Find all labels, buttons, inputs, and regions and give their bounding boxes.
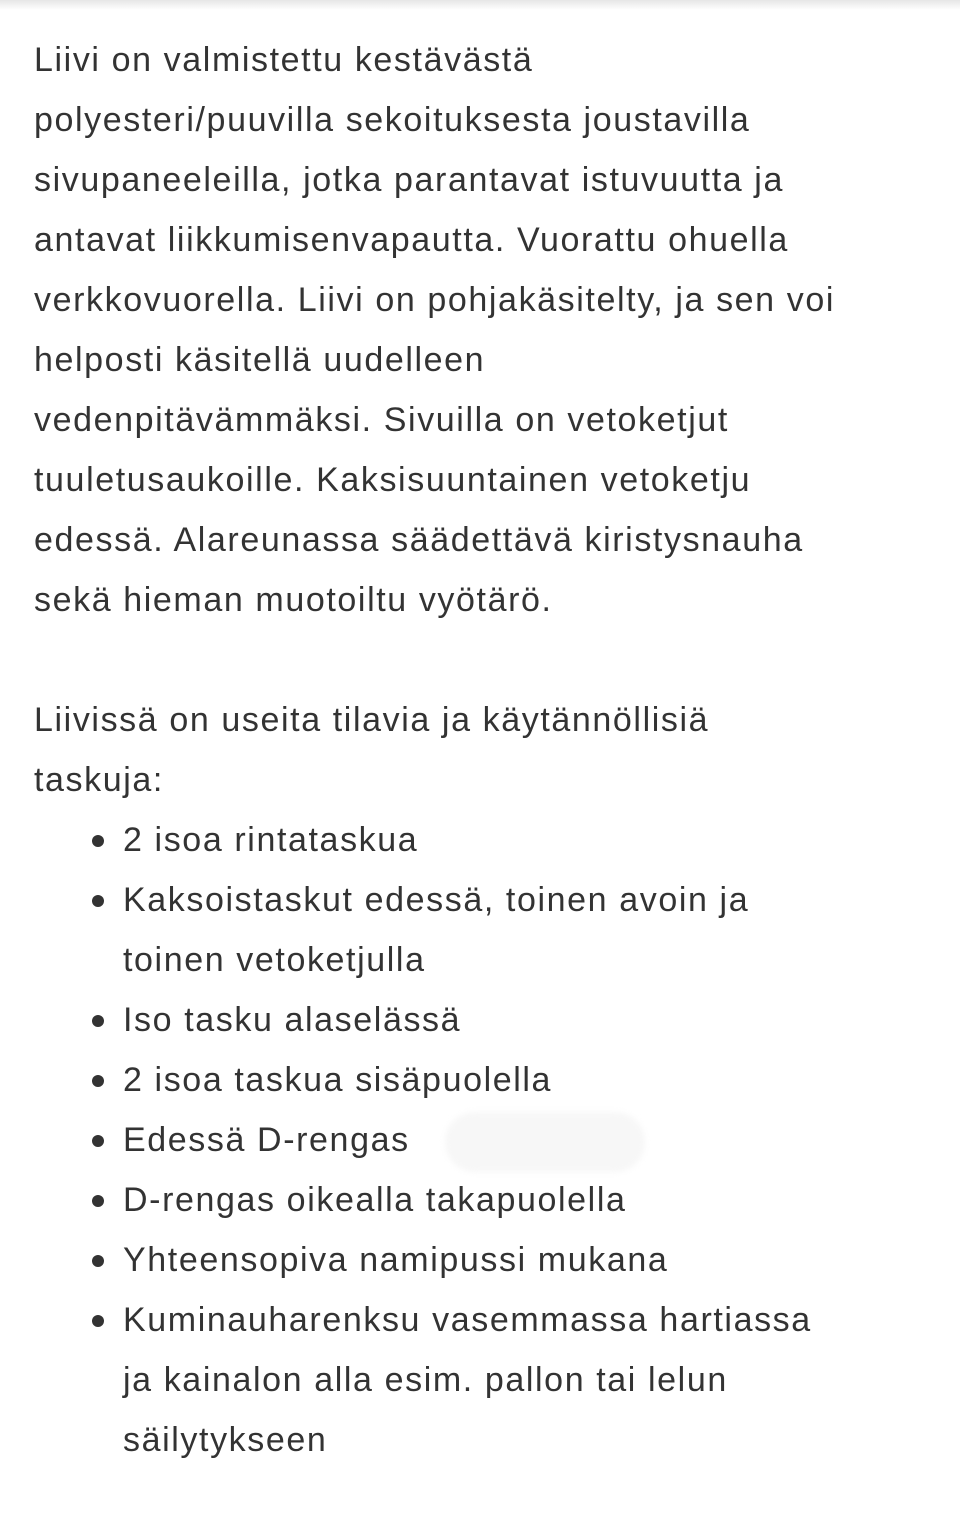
- text-line: polyesteri/puuvilla sekoituksesta joustavilla: [34, 101, 751, 139]
- text-line: taskuja:: [34, 761, 164, 799]
- text-line: edessä. Alareunassa säädettävä kiristysnauha: [34, 521, 804, 559]
- pocket-list-item: [123, 990, 934, 1050]
- pockets-intro: [34, 690, 934, 810]
- paragraph-gap: [34, 630, 934, 690]
- pocket-list-item: [123, 870, 934, 990]
- description-paragraph: [34, 30, 934, 630]
- text-line: D-rengas oikealla takapuolella: [123, 1181, 627, 1219]
- text-line: helposti käsitellä uudelleen: [34, 341, 486, 379]
- pocket-list-item: [123, 1170, 934, 1230]
- product-description: [34, 30, 934, 1470]
- pocket-list-item: [123, 810, 934, 870]
- text-line: Iso tasku alaselässä: [123, 1001, 462, 1039]
- text-line: sekä hieman muotoiltu vyötärö.: [34, 581, 553, 619]
- pocket-list-item: [123, 1110, 934, 1170]
- text-line: antavat liikkumisenvapautta. Vuorattu ohuella: [34, 221, 789, 259]
- text-line: Edessä D-rengas: [123, 1121, 410, 1159]
- text-line: Yhteensopiva namipussi mukana: [123, 1241, 669, 1279]
- pocket-list-item: [123, 1290, 934, 1470]
- text-line: 2 isoa rintataskua: [123, 821, 419, 859]
- text-line: Kuminauharenksu vasemmassa hartiassa: [123, 1301, 812, 1339]
- pockets-list: [34, 810, 934, 1470]
- header-shadow: [0, 0, 960, 10]
- text-line: toinen vetoketjulla: [123, 941, 426, 979]
- text-line: Kaksoistaskut edessä, toinen avoin ja: [123, 881, 750, 919]
- pocket-list-item: [123, 1050, 934, 1110]
- pocket-list-item: [123, 1230, 934, 1290]
- text-line: säilytykseen: [123, 1421, 328, 1459]
- text-line: ja kainalon alla esim. pallon tai lelun: [123, 1361, 728, 1399]
- text-line: Liivi on valmistettu kestävästä: [34, 41, 534, 79]
- text-line: vedenpitävämmäksi. Sivuilla on vetoketjut: [34, 401, 729, 439]
- text-line: 2 isoa taskua sisäpuolella: [123, 1061, 553, 1099]
- text-line: verkkovuorella. Liivi on pohjakäsitelty, ja sen voi: [34, 281, 835, 319]
- text-line: tuuletusaukoille. Kaksisuuntainen vetoketju: [34, 461, 752, 499]
- text-line: sivupaneeleilla, jotka parantavat istuvuutta ja: [34, 161, 784, 199]
- text-line: Liivissä on useita tilavia ja käytännöllisiä: [34, 701, 710, 739]
